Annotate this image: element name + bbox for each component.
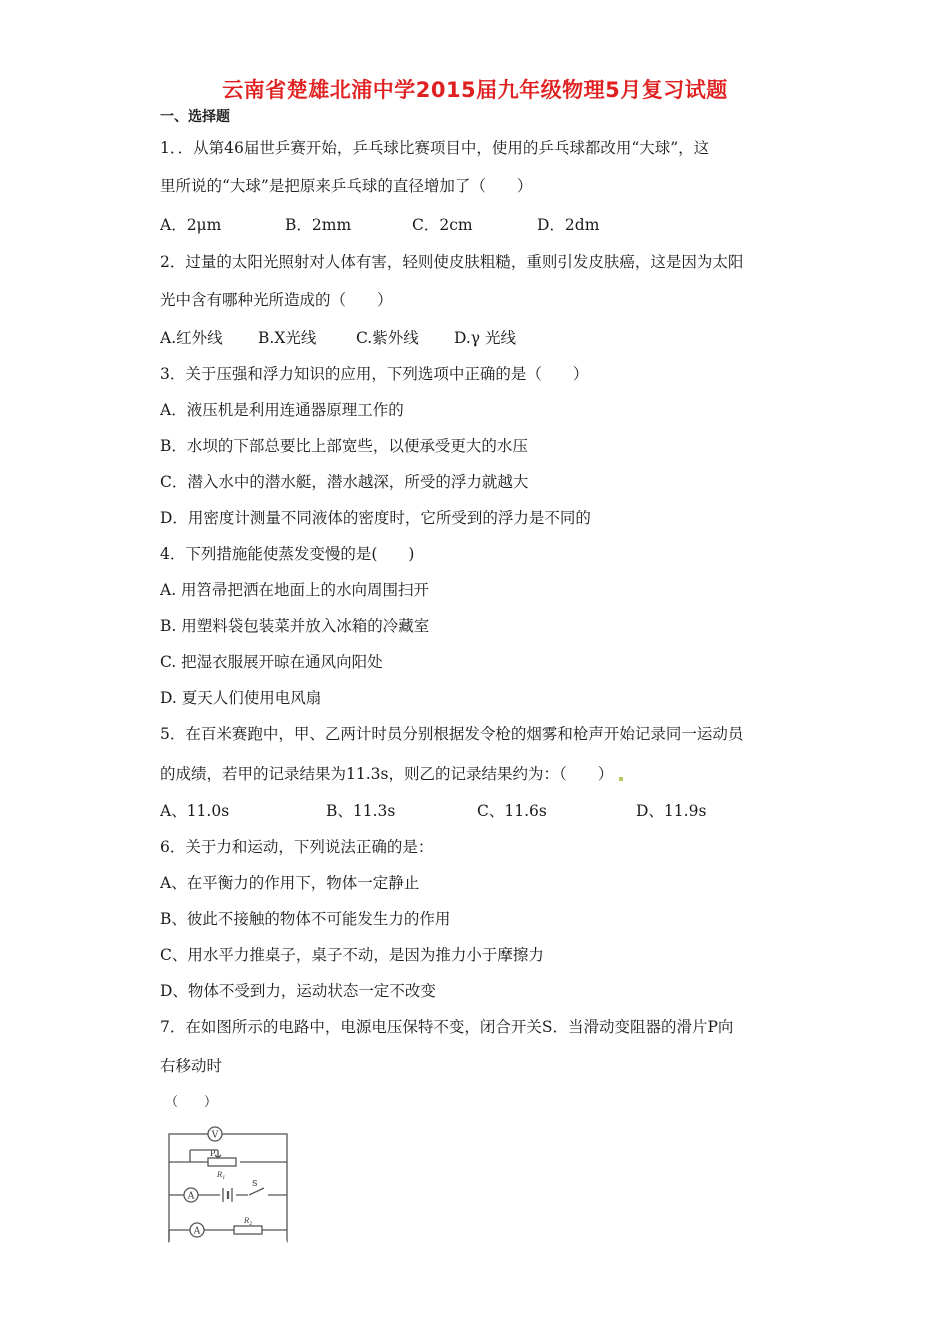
q3-option-c: C．潜入水中的潜水艇，潜水越深，所受的浮力就越大 — [160, 473, 529, 491]
q2-option-b: B.X光线 — [258, 329, 317, 347]
q6-option-c: C、用水平力推桌子，桌子不动，是因为推力小于摩擦力 — [160, 946, 544, 964]
r1-label: $R_1$ — [217, 1171, 226, 1181]
q3-option-d: D．用密度计测量不同液体的密度时，它所受到的浮力是不同的 — [160, 509, 591, 527]
page-title: 云南省楚雄北浦中学2015届九年级物理5月复习试题 — [222, 78, 728, 102]
slider-p-label: P — [210, 1149, 216, 1158]
circuit-frame — [169, 1134, 287, 1242]
q3-option-b: B．水坝的下部总要比上部宽些，以便承受更大的水压 — [160, 437, 528, 455]
q4-option-d: D. 夏天人们使用电风扇 — [160, 689, 322, 707]
q4-option-c: C. 把湿衣服展开晾在通风向阳处 — [160, 653, 383, 671]
switch-label: S — [252, 1179, 258, 1188]
q7-line2: 右移动时 — [160, 1057, 223, 1075]
resistor-r2-icon — [234, 1226, 262, 1234]
q2-option-d: D.γ 光线 — [454, 329, 516, 347]
q1-option-b: B．2mm — [285, 216, 352, 234]
q3-line1: 3．关于压强和浮力知识的应用，下列选项中正确的是（ ） — [160, 365, 589, 383]
q5-line2: 的成绩，若甲的记录结果为11.3s，则乙的记录结果约为：（ ） — [160, 764, 623, 784]
svg-text:A: A — [187, 1191, 195, 1202]
q4-option-b: B. 用塑料袋包装菜并放入冰箱的冷藏室 — [160, 617, 430, 635]
q6-option-d: D、物体不受到力，运动状态一定不改变 — [160, 982, 436, 1000]
q1-option-c: C．2cm — [412, 216, 473, 234]
q7-line1: 7．在如图所示的电路中，电源电压保特不变，闭合开关S．当滑动变阻器的滑片P向 — [160, 1018, 734, 1036]
q1-line2: 里所说的“大球”是把原来乒乓球的直径增加了（ ） — [160, 177, 533, 195]
q7-line3: （ ） — [165, 1095, 218, 1110]
q5-option-c: C、11.6s — [477, 802, 547, 820]
q2-line1: 2．过量的太阳光照射对人体有害，轻则使皮肤粗糙，重则引发皮肤癌，这是因为太阳 — [160, 253, 744, 271]
section-heading: 一、选择题 — [160, 109, 230, 125]
q1-option-a: A．2μm — [160, 216, 222, 234]
q4-line1: 4．下列措施能使蒸发变慢的是( ) — [160, 545, 415, 563]
q2-line2: 光中含有哪种光所造成的（ ） — [160, 291, 393, 309]
q5-option-d: D、11.9s — [636, 802, 707, 820]
rheostat-icon — [208, 1158, 236, 1166]
q5-option-b: B、11.3s — [326, 802, 396, 820]
q5-line1: 5．在百米赛跑中，甲、乙两计时员分别根据发令枪的烟雾和枪声开始记录同一运动员 — [160, 725, 744, 743]
q5-option-a: A、11.0s — [160, 802, 230, 820]
q1-option-d: D．2dm — [537, 216, 600, 234]
q4-option-a: A. 用笤帚把洒在地面上的水向周围扫开 — [160, 581, 430, 599]
q6-line1: 6．关于力和运动，下列说法正确的是： — [160, 838, 434, 856]
r2-label: $R_2$ — [244, 1217, 253, 1227]
voltmeter-label: V — [211, 1130, 219, 1141]
q3-option-a: A．液压机是利用连通器原理工作的 — [160, 401, 404, 419]
svg-text:A: A — [193, 1226, 201, 1237]
q2-option-c: C.紫外线 — [356, 329, 419, 347]
circuit-diagram — [160, 1122, 300, 1250]
q1-line1: 1．．从第46届世乒赛开始，乒乓球比赛项目中，使用的乒乓球都改用“大球”，这 — [160, 139, 710, 157]
q6-option-b: B、彼此不接触的物体不可能发生力的作用 — [160, 910, 451, 928]
q6-option-a: A、在平衡力的作用下，物体一定静止 — [160, 874, 420, 892]
q2-option-a: A.红外线 — [160, 329, 223, 347]
